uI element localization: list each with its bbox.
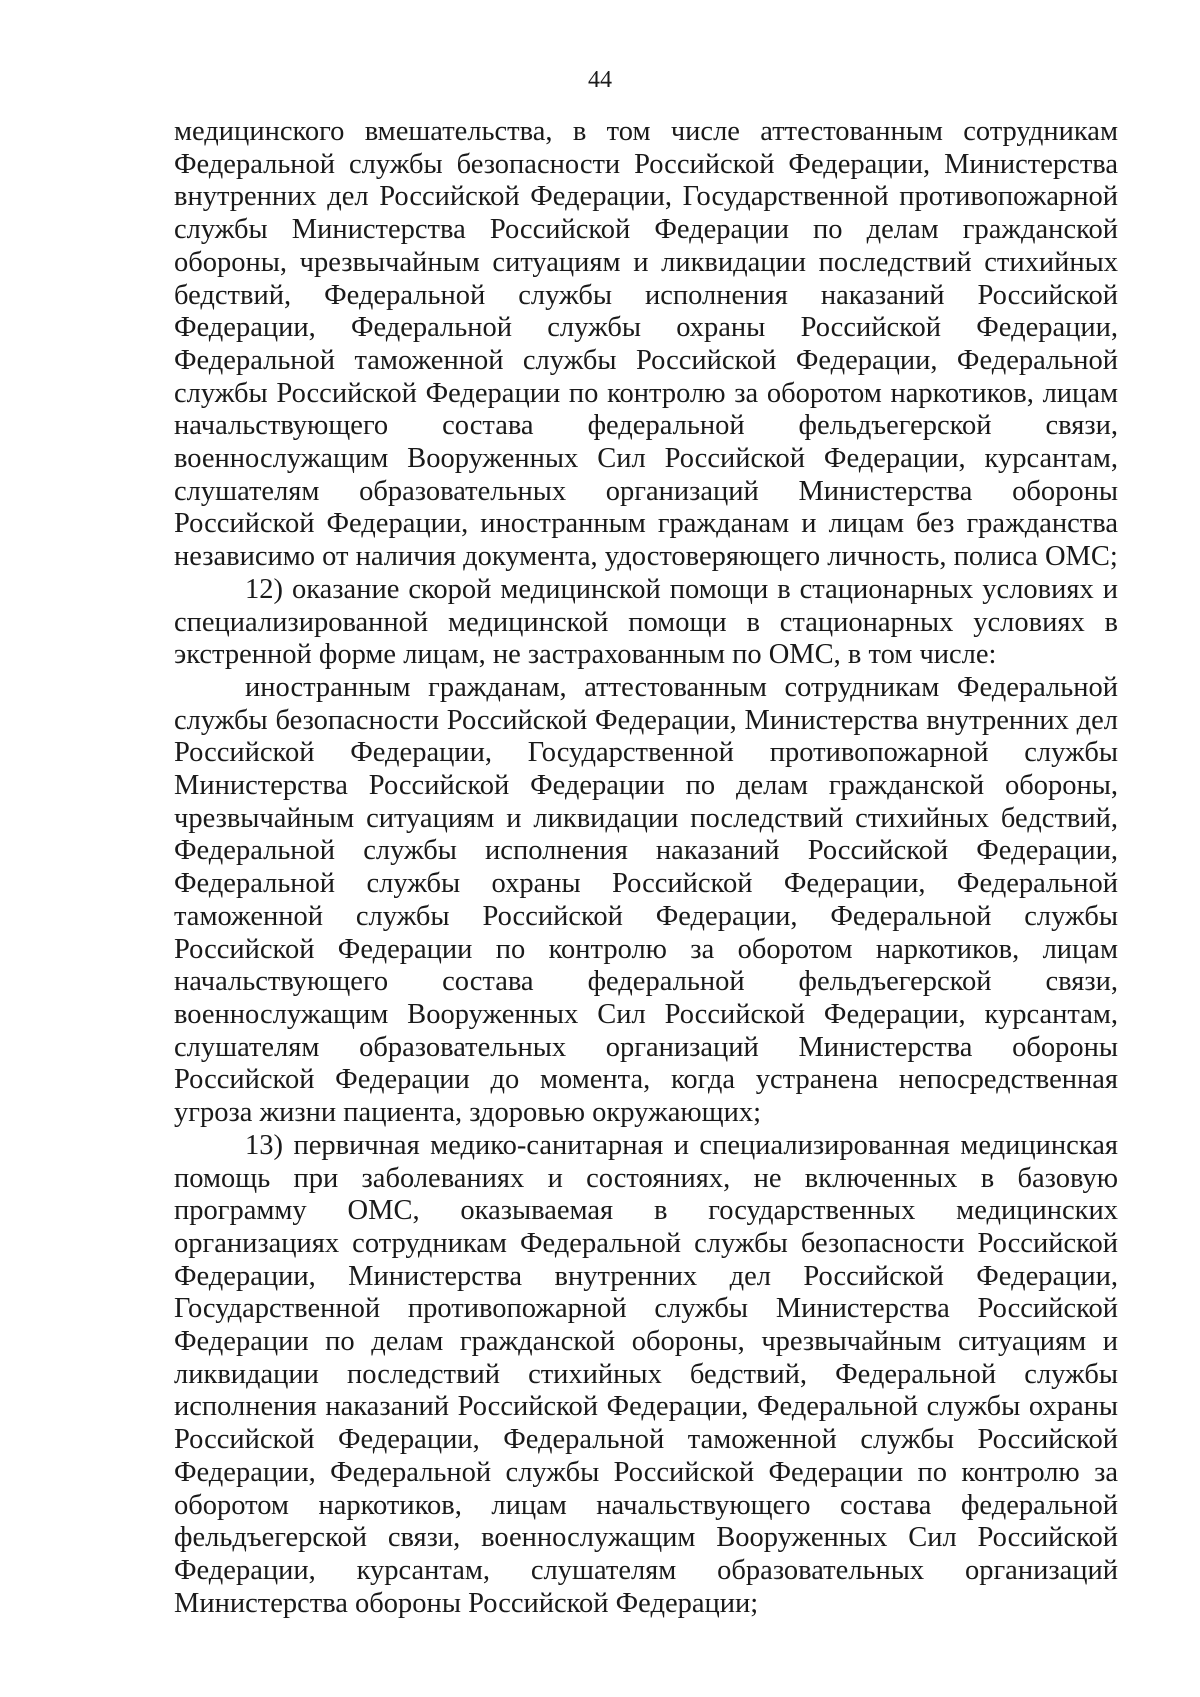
paragraph-item-12-subitem: иностранным гражданам, аттестованным сотрудникам Федеральной службы безопасности Российской Федерации, Министерства внутренних дел Российской Федерации, Государственной противопожарной службы Министерства Российской Федерации по делам гражданской обороны, чрезвычайным ситуациям и ликвидации последствий стихийных бедствий, Федеральной службы исполнения наказаний Российской Федерации, Федеральной службы охраны Российской Федерации, Федеральной таможенной службы Российской Федерации, Федеральной службы Российской Федерации по контролю за оборотом наркотиков, лицам начальствующего состава федеральной фельдъегерской связи, военнослужащим Вооруженных Сил Российской Федерации, курсантам, слушателям образовательных организаций Министерства обороны Российской Федерации до момента, когда устранена непосредственная угроза жизни пациента, здоровью окружающих;	[174, 671, 1118, 1129]
document-body	[174, 116, 1118, 1620]
paragraph-item-13: 13) первичная медико-санитарная и специализированная медицинская помощь при заболеваниях и состояниях, не включенных в базовую программу ОМС, оказываемая в государственных медицинских организациях сотрудникам Федеральной службы безопасности Российской Федерации, Министерства внутренних дел Российской Федерации, Государственной противопожарной службы Министерства Российской Федерации по делам гражданской обороны, чрезвычайным ситуациям и ликвидации последствий стихийных бедствий, Федеральной службы исполнения наказаний Российской Федерации, Федеральной службы охраны Российской Федерации, Федеральной таможенной службы Российской Федерации, Федеральной службы Российской Федерации по контролю за оборотом наркотиков, лицам начальствующего состава федеральной фельдъегерской связи, военнослужащим Вооруженных Сил Российской Федерации, курсантам, слушателям образовательных организаций Министерства обороны Российской Федерации;	[174, 1129, 1118, 1619]
page-number: 44	[588, 67, 612, 93]
paragraph-continuation: медицинского вмешательства, в том числе аттестованным сотрудникам Федеральной службы безопасности Российской Федерации, Министерства внутренних дел Российской Федерации, Государственной противопожарной службы Министерства Российской Федерации по делам гражданской обороны, чрезвычайным ситуациям и ликвидации последствий стихийных бедствий, Федеральной службы исполнения наказаний Российской Федерации, Федеральной службы охраны Российской Федерации, Федеральной таможенной службы Российской Федерации, Федеральной службы Российской Федерации по контролю за оборотом наркотиков, лицам начальствующего состава федеральной фельдъегерской связи, военнослужащим Вооруженных Сил Российской Федерации, курсантам, слушателям образовательных организаций Министерства обороны Российской Федерации, иностранным гражданам и лицам без гражданства независимо от наличия документа, удостоверяющего личность, полиса ОМС;	[174, 116, 1118, 573]
paragraph-item-12: 12) оказание скорой медицинской помощи в стационарных условиях и специализированной медицинской помощи в стационарных условиях в экстренной форме лицам, не застрахованным по ОМС, в том числе:	[174, 573, 1118, 671]
